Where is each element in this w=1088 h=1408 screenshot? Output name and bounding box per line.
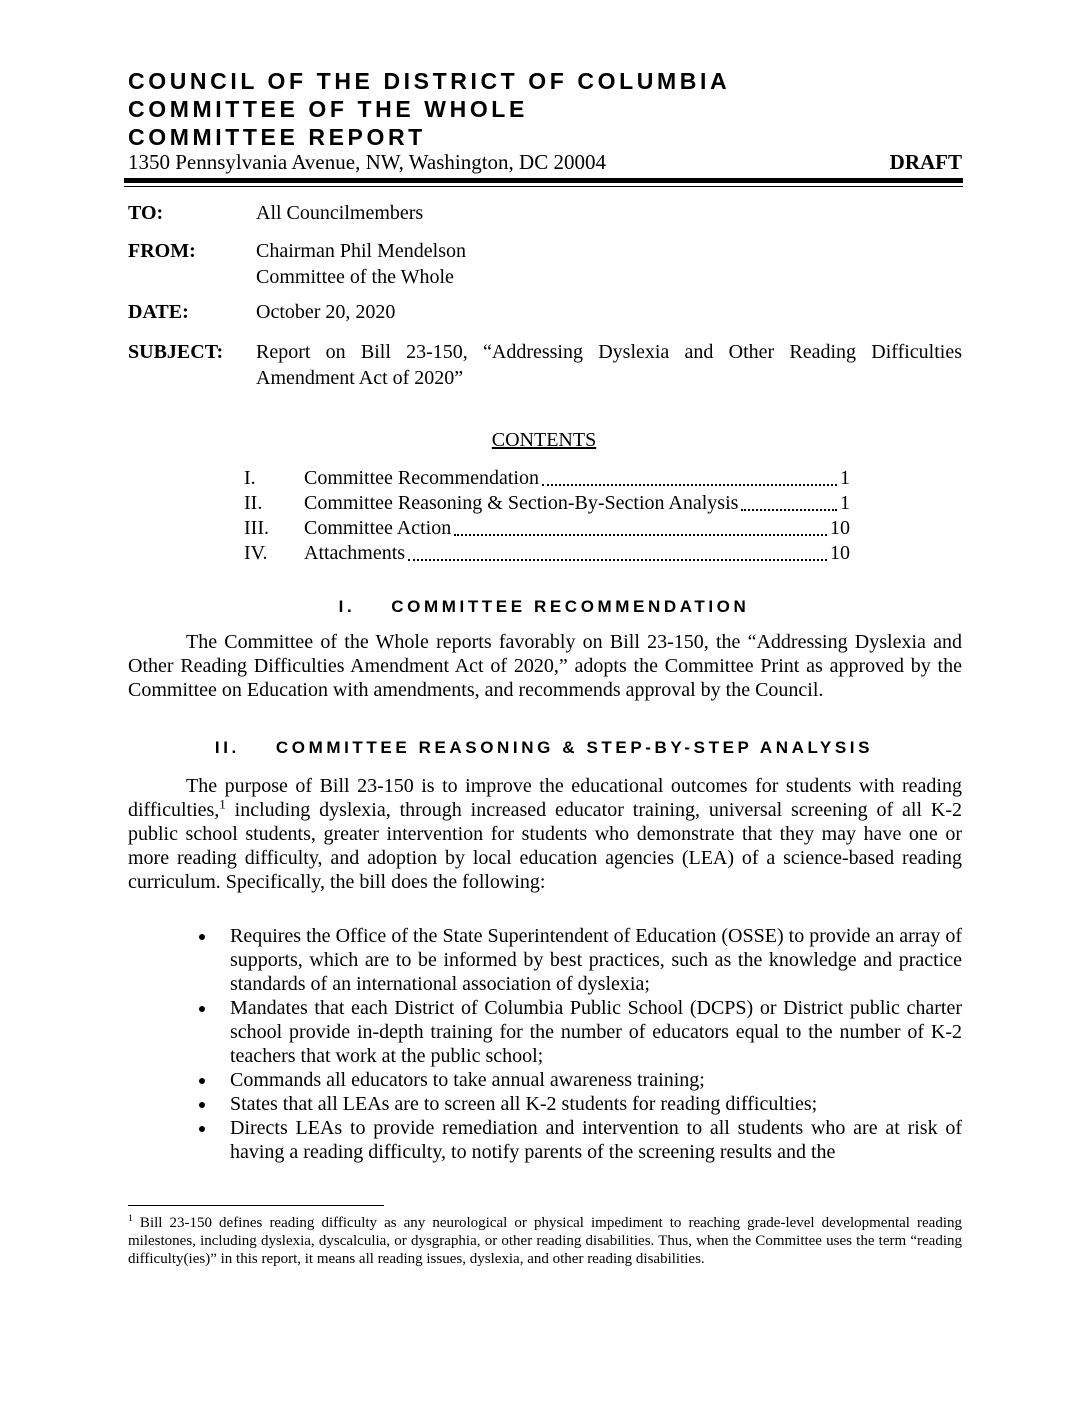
toc-number: III.	[244, 517, 269, 539]
toc-page: 1	[840, 492, 850, 514]
toc-page: 10	[830, 542, 850, 564]
footnote	[128, 1214, 962, 1268]
toc-title: Attachments	[304, 542, 406, 564]
to-label: TO:	[128, 202, 164, 224]
section-heading	[0, 736, 1088, 760]
list-item-text: Commands all educators to take annual awareness training;	[230, 1069, 705, 1091]
list-item	[195, 1092, 962, 1116]
contents-title: CONTENTS	[491, 429, 597, 451]
date-label: DATE:	[128, 301, 189, 323]
council-name: COUNCIL OF THE DISTRICT OF COLUMBIA	[128, 68, 731, 94]
toc-title: Committee Recommendation	[304, 467, 539, 489]
list-item-text: Directs LEAs to provide remediation and intervention to all students who are at risk of having a reading difficulty, to notify parents of the screening results and the	[230, 1117, 962, 1163]
list-item	[195, 1116, 962, 1164]
list-item-text: Mandates that each District of Columbia Public School (DCPS) or District public charter school provide in-depth training for the number of educators equal to the number of K-2 teachers that work at the public school;	[230, 997, 962, 1067]
subject-value: Report on Bill 23-150, “Addressing Dyslexia and Other Reading Difficulties Amendment Act of 2020”	[256, 341, 962, 389]
toc-item	[244, 490, 850, 516]
toc-item	[244, 465, 850, 491]
purpose-text-after: including dyslexia, through increased educator training, universal screening of all K-2 public school students, greater intervention for students who demonstrate that they may have one or more reading difficulty, and adoption by local education agencies (LEA) of a science-based reading curriculum. Specifically, the bill does the following:	[128, 799, 962, 893]
toc-item	[244, 540, 850, 566]
section-title: COMMITTEE RECOMMENDATION	[391, 597, 750, 616]
list-item	[195, 1068, 962, 1092]
bullet-icon	[199, 1102, 205, 1108]
section-heading	[0, 595, 1088, 619]
committee-name: COMMITTEE OF THE WHOLE	[128, 96, 528, 122]
toc-item	[244, 515, 850, 541]
toc-dot-leader	[542, 483, 837, 486]
bill-provisions-list	[195, 924, 962, 1164]
date-value: October 20, 2020	[256, 301, 396, 323]
section-number: II.	[214, 738, 240, 757]
bullet-icon	[199, 1078, 205, 1084]
subject-label: SUBJECT:	[128, 341, 224, 363]
list-item	[195, 996, 962, 1068]
toc-number: IV.	[244, 542, 268, 564]
purpose-paragraph	[128, 774, 962, 894]
header-rule-thick	[124, 178, 963, 183]
section-title: COMMITTEE REASONING & STEP-BY-STEP ANALYSIS	[275, 738, 874, 757]
toc-dot-leader	[741, 508, 837, 511]
toc-title: Committee Action	[304, 517, 452, 539]
to-value: All Councilmembers	[256, 202, 424, 224]
toc-number: I.	[244, 467, 256, 489]
from-value-line2: Committee of the Whole	[256, 266, 454, 288]
toc-number: II.	[244, 492, 263, 514]
toc-dot-leader	[408, 558, 827, 561]
footnote-number: 1	[128, 1213, 133, 1224]
footnote-separator	[128, 1205, 384, 1206]
footnote-reference: 1	[219, 796, 226, 812]
document-type: COMMITTEE REPORT	[128, 124, 426, 150]
toc-title: Committee Reasoning & Section-By-Section Analysis	[304, 492, 739, 514]
bullet-icon	[199, 1126, 205, 1132]
list-item	[195, 924, 962, 996]
bullet-icon	[199, 934, 205, 940]
toc-dot-leader	[454, 533, 827, 536]
purpose-text-before: The purpose of Bill 23-150 is to improve the educational outcomes for students with reading difficulties,	[128, 775, 962, 821]
toc-page: 10	[830, 517, 850, 539]
list-item-text: Requires the Office of the State Superintendent of Education (OSSE) to provide an array of supports, which are to be informed by best practices, such as the knowledge and practice standards of an international association of dyslexia;	[230, 925, 962, 995]
from-value-line1: Chairman Phil Mendelson	[256, 240, 466, 262]
header-rule-thin	[124, 186, 963, 187]
from-label: FROM:	[128, 240, 196, 262]
address-row	[128, 149, 962, 175]
contents-heading	[0, 427, 1088, 453]
list-item-text: States that all LEAs are to screen all K-2 students for reading difficulties;	[230, 1093, 818, 1115]
recommendation-paragraph: The Committee of the Whole reports favorably on Bill 23-150, the “Addressing Dyslexia and Other Reading Difficulties Amendment Act of 2020,” adopts the Committee Print as approved by the Committee on Education with amendments, and recommends approval by the Council.	[128, 631, 962, 701]
council-address: 1350 Pennsylvania Avenue, NW, Washington, DC 20004	[128, 150, 606, 174]
bullet-icon	[199, 1006, 205, 1012]
toc-page: 1	[840, 467, 850, 489]
draft-status: DRAFT	[889, 150, 962, 174]
section-number: I.	[338, 597, 356, 616]
footnote-text: Bill 23-150 defines reading difficulty as any neurological or physical impediment to reaching grade-level developmental reading milestones, including dyslexia, dyscalculia, or dysgraphia, or other reading disabilities. Thus, when the Committee uses the term “reading difficulty(ies)” in this report, it means all reading issues, dyslexia, and other reading disabilities.	[128, 1215, 962, 1267]
